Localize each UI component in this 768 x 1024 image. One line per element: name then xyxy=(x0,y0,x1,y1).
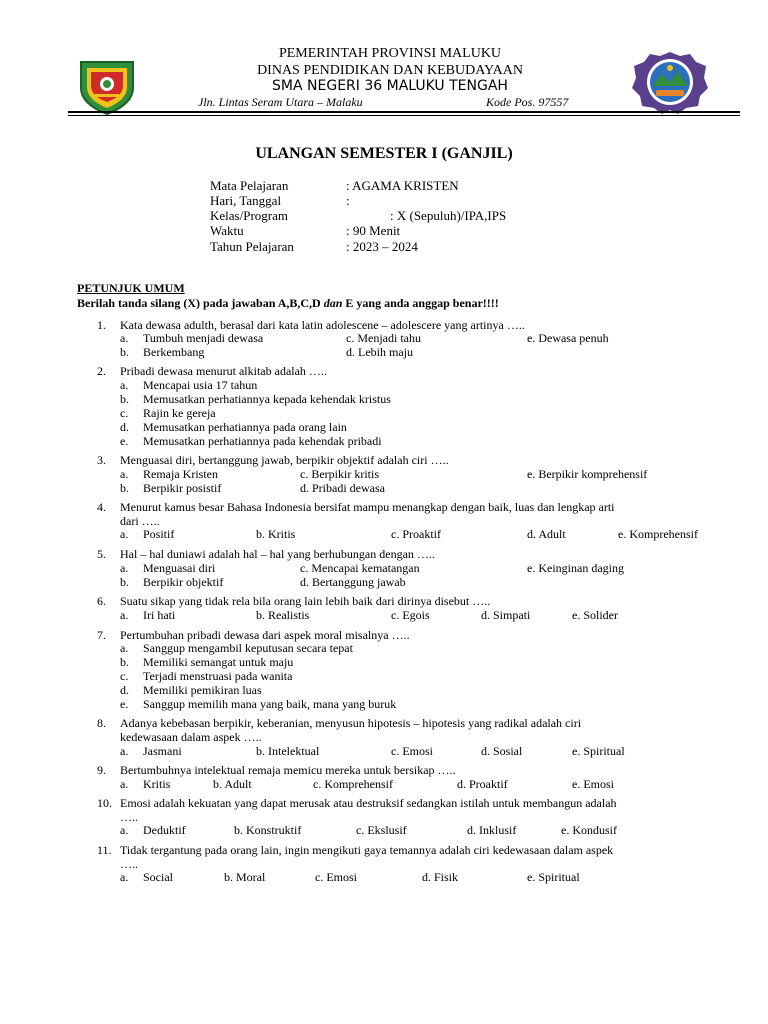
option-text: c. Emosi xyxy=(391,744,433,758)
option-letter: e. xyxy=(120,434,129,448)
option-text: Sanggup memilih mana yang baik, mana yang buruk xyxy=(143,697,397,711)
option-text: Sanggup mengambil keputusan secara tepat xyxy=(143,641,353,655)
option-letter: a. xyxy=(120,527,129,541)
question-number: 6. xyxy=(97,594,106,608)
option-letter: c. xyxy=(120,669,129,683)
option-text: b. Adult xyxy=(213,777,252,791)
option-text: e. Keinginan daging xyxy=(527,561,624,575)
option-text: e. Spiritual xyxy=(527,870,580,884)
option-text: e. Kondusif xyxy=(561,823,617,837)
info-label: Kelas/Program xyxy=(210,208,288,223)
info-label: Waktu xyxy=(210,223,244,238)
option-letter: a. xyxy=(120,378,129,392)
option-text: c. Emosi xyxy=(315,870,357,884)
question-number: 10. xyxy=(97,796,112,810)
option-letter: a. xyxy=(120,467,129,481)
option-text: d. Fisik xyxy=(422,870,459,884)
option-text: Terjadi menstruasi pada wanita xyxy=(143,669,293,683)
option-text: b. Intelektual xyxy=(256,744,320,758)
info-value: : AGAMA KRISTEN xyxy=(346,178,459,193)
school-address: Jln. Lintas Seram Utara – Malaku xyxy=(198,95,363,109)
option-text: Mencapai usia 17 tahun xyxy=(143,378,258,392)
option-text: Rajin ke gereja xyxy=(143,406,216,420)
province-emblem xyxy=(75,52,139,116)
option-text: Remaja Kristen xyxy=(143,467,218,481)
option-letter: b. xyxy=(120,655,129,669)
option-letter: e. xyxy=(120,697,129,711)
option-text: b. Kritis xyxy=(256,527,296,541)
question-text: Pertumbuhan pribadi dewasa dari aspek moral misalnya ….. xyxy=(120,628,410,642)
info-value: : 90 Menit xyxy=(346,223,401,238)
option-text: Positif xyxy=(143,527,175,541)
option-text: Social xyxy=(143,870,173,884)
option-text: c. Egois xyxy=(391,608,430,622)
question-number: 1. xyxy=(97,318,106,332)
option-text: Berpikir objektif xyxy=(143,575,224,589)
option-text: c. Komprehensif xyxy=(313,777,393,791)
question-number: 8. xyxy=(97,716,106,730)
option-text: e. Dewasa penuh xyxy=(527,331,609,345)
question-text: Hal – hal duniawi adalah hal – hal yang berhubungan dengan ….. xyxy=(120,547,435,561)
question-text: Suatu sikap yang tidak rela bila orang lain lebih baik dari dirinya disebut ….. xyxy=(120,594,491,608)
question-text-cont: ….. xyxy=(120,857,138,871)
option-text: Iri hati xyxy=(143,608,176,622)
option-text: Memusatkan perhatiannya kepada kehendak kristus xyxy=(143,392,391,406)
header-divider xyxy=(68,111,740,113)
option-letter: c. xyxy=(120,406,129,420)
info-value: : X (Sepuluh)/IPA,IPS xyxy=(390,208,507,223)
option-text: Memusatkan perhatiannya pada orang lain xyxy=(143,420,347,434)
option-text: e. Emosi xyxy=(572,777,614,791)
option-letter: a. xyxy=(120,561,129,575)
question-text-cont: dari ….. xyxy=(120,514,160,528)
option-letter: a. xyxy=(120,744,129,758)
option-text: c. Berpikir kritis xyxy=(300,467,379,481)
info-label: Tahun Pelajaran xyxy=(210,239,294,254)
option-text: Tumbuh menjadi dewasa xyxy=(143,331,264,345)
question-text: Adanya kebebasan berpikir, keberanian, menyusun hipotesis – hipotesis yang radikal adalah ciri xyxy=(120,716,582,730)
exam-title: ULANGAN SEMESTER I (GANJIL) xyxy=(255,145,513,162)
postal-code: Kode Pos. 97557 xyxy=(486,95,569,109)
option-text: e. Berpikir komprehensif xyxy=(527,467,648,481)
instructions-text: Berilah tanda silang (X) pada jawaban A,B,C,D dan E yang anda anggap benar!!!! xyxy=(77,296,499,310)
option-text: Deduktif xyxy=(143,823,186,837)
option-text: d. Pribadi dewasa xyxy=(300,481,385,495)
question-number: 7. xyxy=(97,628,106,642)
question-text: Tidak tergantung pada orang lain, ingin mengikuti gaya temannya adalah ciri kedewasaan dalam aspek xyxy=(120,843,614,857)
option-text: c. Menjadi tahu xyxy=(346,331,421,345)
option-letter: a. xyxy=(120,608,129,622)
option-letter: a. xyxy=(120,641,129,655)
question-text-cont: kedewasaan dalam aspek ….. xyxy=(120,730,262,744)
option-text: d. Inklusif xyxy=(467,823,517,837)
option-letter: b. xyxy=(120,345,129,359)
option-letter: d. xyxy=(120,683,129,697)
option-letter: a. xyxy=(120,331,129,345)
school-logo xyxy=(630,50,710,114)
option-text: b. Konstruktif xyxy=(234,823,302,837)
option-text: d. Lebih maju xyxy=(346,345,413,359)
option-text: d. Simpati xyxy=(481,608,531,622)
question-number: 3. xyxy=(97,453,106,467)
option-text: e. Solider xyxy=(572,608,618,622)
option-letter: b. xyxy=(120,481,129,495)
option-text: d. Proaktif xyxy=(457,777,508,791)
option-text: e. Spiritual xyxy=(572,744,625,758)
agency-title: DINAS PENDIDIKAN DAN KEBUDAYAAN xyxy=(257,63,523,78)
option-text: Memiliki pemikiran luas xyxy=(143,683,262,697)
question-number: 11. xyxy=(97,843,112,857)
info-label: Hari, Tanggal xyxy=(210,193,282,208)
option-text: d. Bertanggung jawab xyxy=(300,575,406,589)
option-text: c. Proaktif xyxy=(391,527,441,541)
instructions-heading: PETUNJUK UMUM xyxy=(77,281,185,295)
question-number: 2. xyxy=(97,364,106,378)
option-letter: b. xyxy=(120,575,129,589)
question-text-cont: ….. xyxy=(120,810,138,824)
option-text: Memusatkan perhatiannya pada kehendak pribadi xyxy=(143,434,382,448)
question-text: Menguasai diri, bertanggung jawab, berpikir objektif adalah ciri ….. xyxy=(120,453,449,467)
info-value: : 2023 – 2024 xyxy=(346,239,418,254)
option-text: d. Adult xyxy=(527,527,566,541)
option-text: b. Realistis xyxy=(256,608,310,622)
question-number: 9. xyxy=(97,763,106,777)
option-letter: b. xyxy=(120,392,129,406)
question-text: Bertumbuhnya intelektual remaja memicu mereka untuk bersikap ….. xyxy=(120,763,456,777)
option-text: Jasmani xyxy=(143,744,182,758)
option-text: c. Mencapai kematangan xyxy=(300,561,420,575)
question-number: 4. xyxy=(97,500,106,514)
option-text: e. Komprehensif xyxy=(618,527,698,541)
option-text: Menguasai diri xyxy=(143,561,216,575)
option-text: Berkembang xyxy=(143,345,205,359)
school-name: SMA NEGERI 36 MALUKU TENGAH xyxy=(272,78,508,94)
option-letter: d. xyxy=(120,420,129,434)
info-label: Mata Pelajaran xyxy=(210,178,289,193)
question-text: Emosi adalah kekuatan yang dapat merusak atau destruksif sedangkan istilah untuk membangun adalah xyxy=(120,796,617,810)
option-letter: a. xyxy=(120,777,129,791)
option-text: Memiliki semangat untuk maju xyxy=(143,655,294,669)
option-text: d. Sosial xyxy=(481,744,523,758)
option-text: Berpikir posistif xyxy=(143,481,222,495)
option-text: Kritis xyxy=(143,777,171,791)
option-letter: a. xyxy=(120,823,129,837)
question-text: Menurut kamus besar Bahasa Indonesia bersifat mampu menangkap dengan baik, luas dan lengkap arti xyxy=(120,500,615,514)
header-divider-thin xyxy=(68,115,740,116)
option-text: c. Ekslusif xyxy=(356,823,407,837)
option-letter: a. xyxy=(120,870,129,884)
question-text: Kata dewasa adulth, berasal dari kata latin adolescene – adolescere yang artinya ….. xyxy=(120,318,525,332)
gov-title: PEMERINTAH PROVINSI MALUKU xyxy=(278,46,502,61)
question-number: 5. xyxy=(97,547,106,561)
option-text: b. Moral xyxy=(224,870,266,884)
question-text: Pribadi dewasa menurut alkitab adalah ….. xyxy=(120,364,327,378)
info-value: : xyxy=(346,193,350,208)
